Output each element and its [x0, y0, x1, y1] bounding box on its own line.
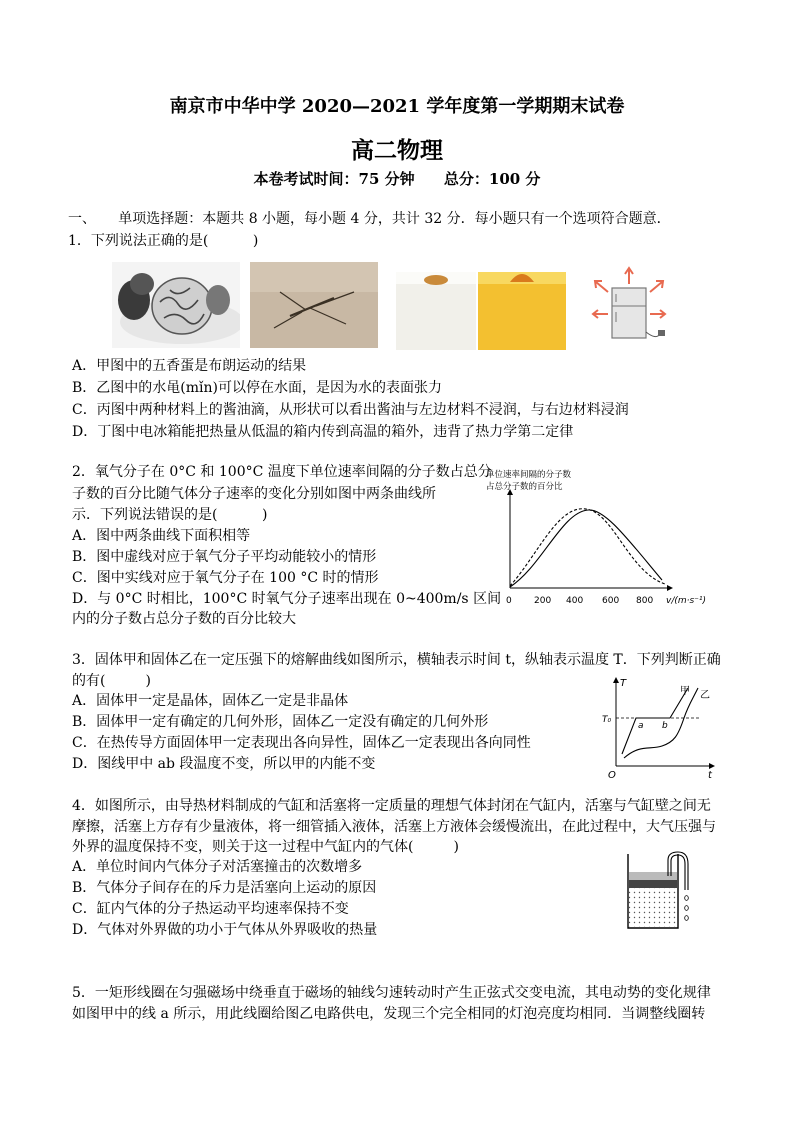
- q5-stem-line1: 5．一矩形线圈在匀强磁场中绕垂直于磁场的轴线匀速转动时产生正弦式交变电流，其电动势的变化规律: [72, 985, 711, 1001]
- q1-image-soy-drops: [392, 264, 570, 350]
- q3-option-c: C．在热传导方面固体甲一定表现出各向异性，固体乙一定表现出各向同性: [72, 735, 531, 751]
- q2-graph-xlabel: v/(m·s⁻¹): [666, 596, 707, 606]
- q3-graph-t: t: [708, 770, 712, 780]
- q1-stem: 1．下列说法正确的是( ): [68, 233, 259, 249]
- q2-graph-ylabel-1: 单位速率间隔的分子数: [486, 470, 572, 480]
- q3-stem-line2: 的有( ): [72, 673, 151, 689]
- q3-option-a: A．固体甲一定是晶体，固体乙一定是非晶体: [72, 693, 349, 709]
- q4-drop: [685, 896, 689, 901]
- q2-option-a: A．图中两条曲线下面积相等: [72, 528, 251, 544]
- q4-option-c: C．缸内气体的分子热运动平均速率保持不变: [72, 901, 349, 917]
- q3-graph-O: O: [608, 770, 616, 780]
- subject-title: 高二物理: [351, 137, 443, 164]
- q4-piston: [629, 880, 677, 888]
- q3-graph-yi-label: 乙: [700, 690, 710, 701]
- q1-option-d: D．丁图中电冰箱能把热量从低温的箱内传到高温的箱外，违背了热力学第二定律: [72, 424, 574, 440]
- q2-curve-dashed: [510, 509, 665, 586]
- q4-drop: [685, 906, 689, 911]
- section-heading: 一、 单项选择题：本题共 8 小题，每小题 4 分，共计 32 分．每小题只有一个选项符合题意．: [68, 211, 671, 227]
- q2-stem-line3: 示．下列说法错误的是( ): [72, 507, 268, 523]
- q2-graph-origin: 0: [506, 596, 512, 606]
- q3-graph-T0: T₀: [602, 715, 612, 725]
- q2-graph-tick: 400: [566, 596, 584, 606]
- q2-graph-ylabel-2: 占总分子数的百分比: [486, 482, 563, 492]
- q2-graph-tick: 800: [636, 596, 654, 606]
- q1-image-tea-egg: [112, 262, 240, 348]
- q3-curve-jia: [622, 688, 688, 754]
- q3-stem-line1: 3．固体甲和固体乙在一定压强下的熔解曲线如图所示，横轴表示时间 t，纵轴表示温度 T．下列判断正确: [72, 652, 721, 668]
- q2-stem-line2: 子数的百分比随气体分子速率的变化分别如图中两条曲线所: [72, 486, 436, 502]
- q3-graph-jia-label: 甲: [680, 686, 690, 697]
- q2-graph-tick: 200: [534, 596, 552, 606]
- q2-option-c: C．图中实线对应于氧气分子在 100 °C 时的情形: [72, 570, 379, 586]
- q2-option-b: B．图中虚线对应于氧气分子平均动能较小的情形: [72, 549, 377, 565]
- exam-time: 本卷考试时间：75 分钟: [253, 170, 415, 188]
- q3-graph-T: T: [620, 678, 627, 689]
- q3-curve-yi: [624, 688, 698, 758]
- q4-cylinder-figure: [622, 850, 702, 934]
- q2-option-d-cont: 内的分子数占总分子数的百分比较大: [72, 611, 296, 627]
- q4-liquid: [629, 872, 677, 880]
- q1-option-a: A．甲图中的五香蛋是布朗运动的结果: [72, 358, 307, 374]
- q2-option-d: D．与 0°C 时相比，100°C 时氧气分子速率出现在 0~400m/s 区间: [72, 591, 502, 607]
- q3-option-d: D．图线甲中 ab 段温度不变，所以甲的内能不变: [72, 756, 376, 772]
- q1-image-refrigerator: [590, 262, 670, 348]
- q2-stem-line1: 2．氧气分子在 0°C 和 100°C 温度下单位速率间隔的分子数占总分: [72, 464, 492, 480]
- q3-option-b: B．固体甲一定有确定的几何外形，固体乙一定没有确定的几何外形: [72, 714, 489, 730]
- total-score: 总分：100 分: [443, 170, 541, 188]
- q4-drop: [685, 916, 689, 921]
- q4-option-a: A．单位时间内气体分子对活塞撞击的次数增多: [72, 859, 363, 875]
- q1-image-water-strider: [250, 262, 378, 348]
- q4-stem-line3: 外界的温度保持不变，则关于这一过程中气缸内的气体( ): [72, 839, 459, 855]
- q1-option-b: B．乙图中的水黾(mǐn)可以停在水面，是因为水的表面张力: [72, 380, 442, 396]
- q4-option-b: B．气体分子间存在的斥力是活塞向上运动的原因: [72, 880, 377, 896]
- q1-option-c: C．丙图中两种材料上的酱油滴，从形状可以看出酱油与左边材料不浸润，与右边材料浸润: [72, 402, 629, 418]
- q4-gas-region: [629, 888, 677, 927]
- q5-stem-line2: 如图甲中的线 a 所示，用此线圈给图乙电路供电，发现三个完全相同的灯泡亮度均相同．当调整线圈转: [72, 1006, 706, 1022]
- q2-curve-solid: [510, 510, 662, 587]
- q4-stem-line1: 4．如图所示，由导热材料制成的气缸和活塞将一定质量的理想气体封闭在气缸内，活塞与气缸壁之间无: [72, 798, 711, 814]
- q4-option-d: D．气体对外界做的功小于气体从外界吸收的热量: [72, 922, 378, 938]
- exam-title: 南京市中华中学 2020—2021 学年度第一学期期末试卷: [169, 96, 625, 117]
- q3-melting-curve-graph: [600, 674, 720, 780]
- q2-graph-tick: 600: [602, 596, 620, 606]
- q4-stem-line2: 摩擦，活塞上方存有少量液体，将一细管插入液体，活塞上方液体会缓慢流出，在此过程中，大气压强与: [72, 819, 716, 835]
- exam-info: [0, 168, 794, 189]
- q3-graph-b: b: [662, 721, 668, 731]
- q2-speed-distribution-graph: [480, 462, 720, 612]
- q3-graph-a: a: [638, 721, 644, 731]
